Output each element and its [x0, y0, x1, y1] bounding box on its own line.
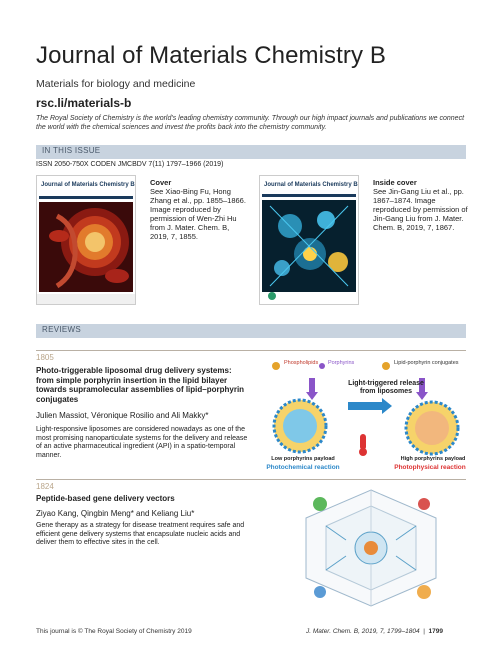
cover-illustration: [37, 176, 135, 304]
reviews-bar: [36, 324, 466, 338]
divider: [36, 479, 466, 480]
page-number: 1824: [36, 482, 54, 491]
intro-text: The Royal Society of Chemistry is the world's leading chemistry community. Through our high impact journals and publications we connect the world with the chemical sciences and invest the profits back into the chemistry community.: [36, 115, 465, 131]
article-abstract: Light-responsive liposomes are considered nowadays as one of the most promising nanoparticulate systems for the delivery and release of an active pharmaceutical ingredient (API) in a spatio-temporal manner.: [36, 426, 248, 459]
label-photochemical: Photochemical reaction: [266, 464, 340, 471]
footer-sep: |: [421, 628, 427, 635]
journal-subtitle: Materials for biology and medicine: [36, 78, 196, 90]
toc-graphic-gene-delivery: [296, 486, 446, 610]
footer-cite: J. Mater. Chem. B, 2019, 7, 1799–1804: [306, 628, 420, 635]
label-porphyrins: Porphyrins: [328, 360, 355, 366]
journal-url[interactable]: rsc.li/materials-b: [36, 96, 132, 110]
footer-citation: [306, 628, 443, 635]
in-this-issue-bar: [36, 145, 466, 159]
gene-delivery-illustration: [296, 486, 446, 610]
reviews-label: REVIEWS: [42, 325, 81, 334]
cover-caption-text: See Xiao-Bing Fu, Hong Zhang et al., pp. 1855–1866. Image reproduced by permission of Wen-Zhi Hu from J. Mater. Chem. B, 2019, 7, 1855.: [150, 187, 246, 241]
inside-cover-image: [259, 175, 359, 305]
inside-cover-heading: Inside cover: [373, 178, 417, 187]
article-title[interactable]: Peptide-based gene delivery vectors: [36, 494, 175, 503]
journal-title: Journal of Materials Chemistry B: [36, 42, 386, 69]
inside-cover-caption-text: See Jin-Gang Liu et al., pp. 1867–1874. Image reproduced by permission of Jin-Gang Liu from J. Mater. Chem. B, 2019, 7, 1867.: [373, 187, 468, 232]
footer-copyright: This journal is © The Royal Society of Chemistry 2019: [36, 628, 192, 635]
inside-cover-illustration: [260, 176, 358, 304]
divider: [36, 350, 466, 351]
cover-title: Journal of Materials Chemistry B: [41, 182, 135, 188]
article-authors: Ziyao Kang, Qingbin Meng* and Keliang Liu*: [36, 509, 195, 518]
label-phospholipids: Phospholipids: [284, 360, 319, 366]
section-label: IN THIS ISSUE: [42, 146, 101, 155]
label-photophysical: Photophysical reaction: [394, 464, 466, 471]
cover-image: [36, 175, 136, 305]
article-abstract: Gene therapy as a strategy for disease treatment requires safe and efficient gene delivery systems that encapsulate nucleic acids and deliver them to effective sites in the cell.: [36, 522, 245, 546]
footer-page: 1799: [428, 628, 443, 635]
article-authors: Julien Massiot, Véronique Rosilio and Ali Makky*: [36, 411, 209, 420]
article-title[interactable]: Photo-triggerable liposomal drug delivery systems: from simple porphyrin insertion in the lipid bilayer towards supramolecular assemblies of lipid–porphyrin conjugates: [36, 366, 245, 404]
toc-graphic-liposome: [262, 358, 468, 478]
issn-line: ISSN 2050-750X CODEN JMCBDV 7(11) 1797–1966 (2019): [36, 161, 224, 168]
label-lipid-porphyrin: Lipid-porphyrin conjugates: [394, 360, 459, 366]
page-number: 1805: [36, 353, 54, 362]
label-high-payload: High porphyrins payload: [400, 456, 466, 462]
inside-cover-caption: [373, 178, 468, 232]
cover-heading: Cover: [150, 178, 172, 187]
cover-caption: [150, 178, 246, 241]
label-low-payload: Low porphyrins payload: [271, 456, 335, 462]
inside-cover-title: Journal of Materials Chemistry B: [264, 182, 358, 188]
label-light-triggered: Light-triggered release from liposomes: [348, 380, 424, 395]
